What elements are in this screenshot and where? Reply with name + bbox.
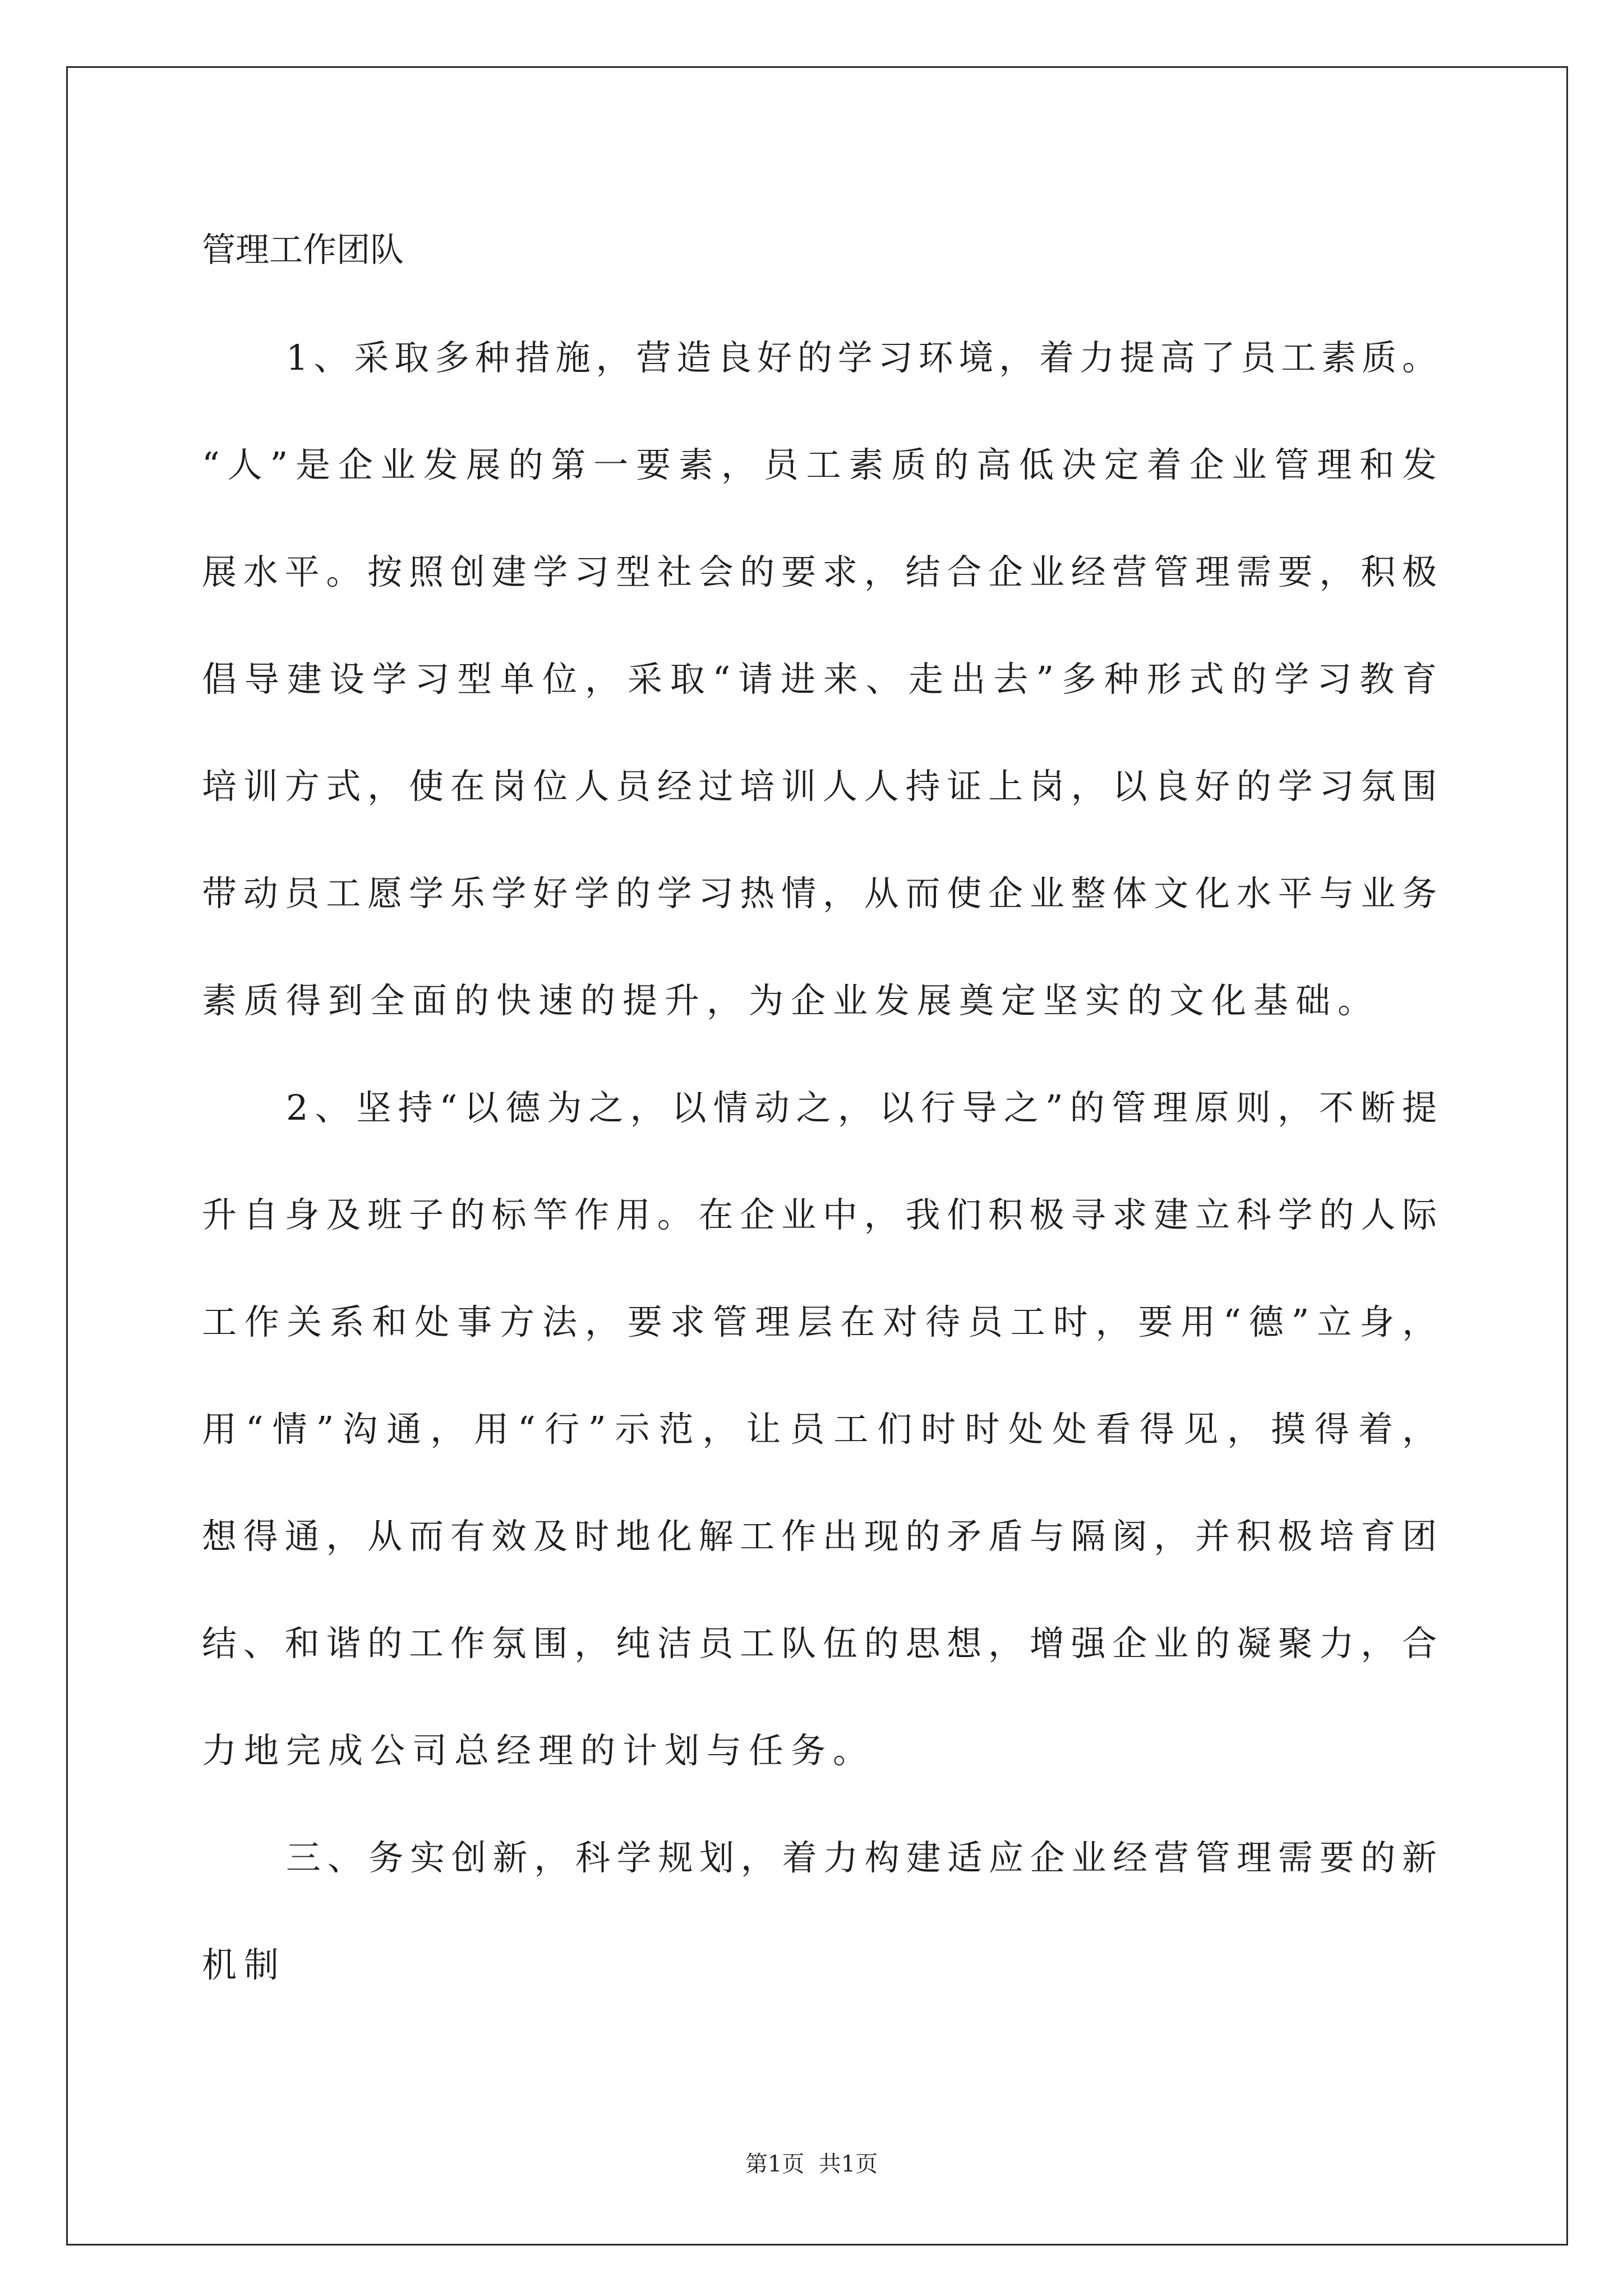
paragraph-line: 展水平。按照创建学习型社会的要求，结合企业经营管理需要，积极 [202, 551, 1437, 592]
paragraph-line: “人”是企业发展的第一要素，员工素质的高低决定着企业管理和发 [202, 444, 1437, 485]
paragraph-line: 用“情”沟通，用“行”示范，让员工们时时处处看得见，摸得着， [202, 1409, 1437, 1450]
paragraph-line: 工作关系和处事方法，要求管理层在对待员工时，要用“德”立身， [202, 1301, 1437, 1342]
paragraph-line: 1、采取多种措施，营造良好的学习环境，着力提高了员工素质。 [286, 337, 1437, 378]
paragraph-line: 素质得到全面的快速的提升，为企业发展奠定坚实的文化基础。 [202, 980, 1380, 1021]
section-title: 管理工作团队 [202, 231, 404, 270]
paragraph-line: 机制 [202, 1944, 287, 1985]
paragraph-line: 带动员工愿学乐学好学的学习热情，从而使企业整体文化水平与业务 [202, 873, 1437, 914]
paragraph-line: 想得通，从而有效及时地化解工作出现的矛盾与隔阂，并积极培育团 [202, 1516, 1437, 1557]
paragraph-3 [202, 1804, 1437, 2018]
paragraph-line: 升自身及班子的标竿作用。在企业中，我们积极寻求建立科学的人际 [202, 1194, 1437, 1235]
document-body [202, 197, 1437, 2018]
paragraph-2 [202, 1054, 1437, 1804]
paragraph-line: 结、和谐的工作氛围，纯洁员工队伍的思想，增强企业的凝聚力，合 [202, 1623, 1437, 1664]
paragraph-line: 力地完成公司总经理的计划与任务。 [202, 1730, 875, 1771]
page-number-footer: 第1页 共1页 [745, 2151, 878, 2177]
paragraph-1 [202, 304, 1437, 1054]
paragraph-line: 培训方式，使在岗位人员经过培训人人持证上岗，以良好的学习氛围 [202, 766, 1437, 807]
paragraph-line: 倡导建设学习型单位，采取“请进来、走出去”多种形式的学习教育 [202, 659, 1437, 700]
paragraph-line: 三、务实创新，科学规划，着力构建适应企业经营管理需要的新 [286, 1837, 1437, 1878]
paragraph-line: 2、坚持“以德为之，以情动之，以行导之”的管理原则，不断提 [286, 1087, 1437, 1128]
